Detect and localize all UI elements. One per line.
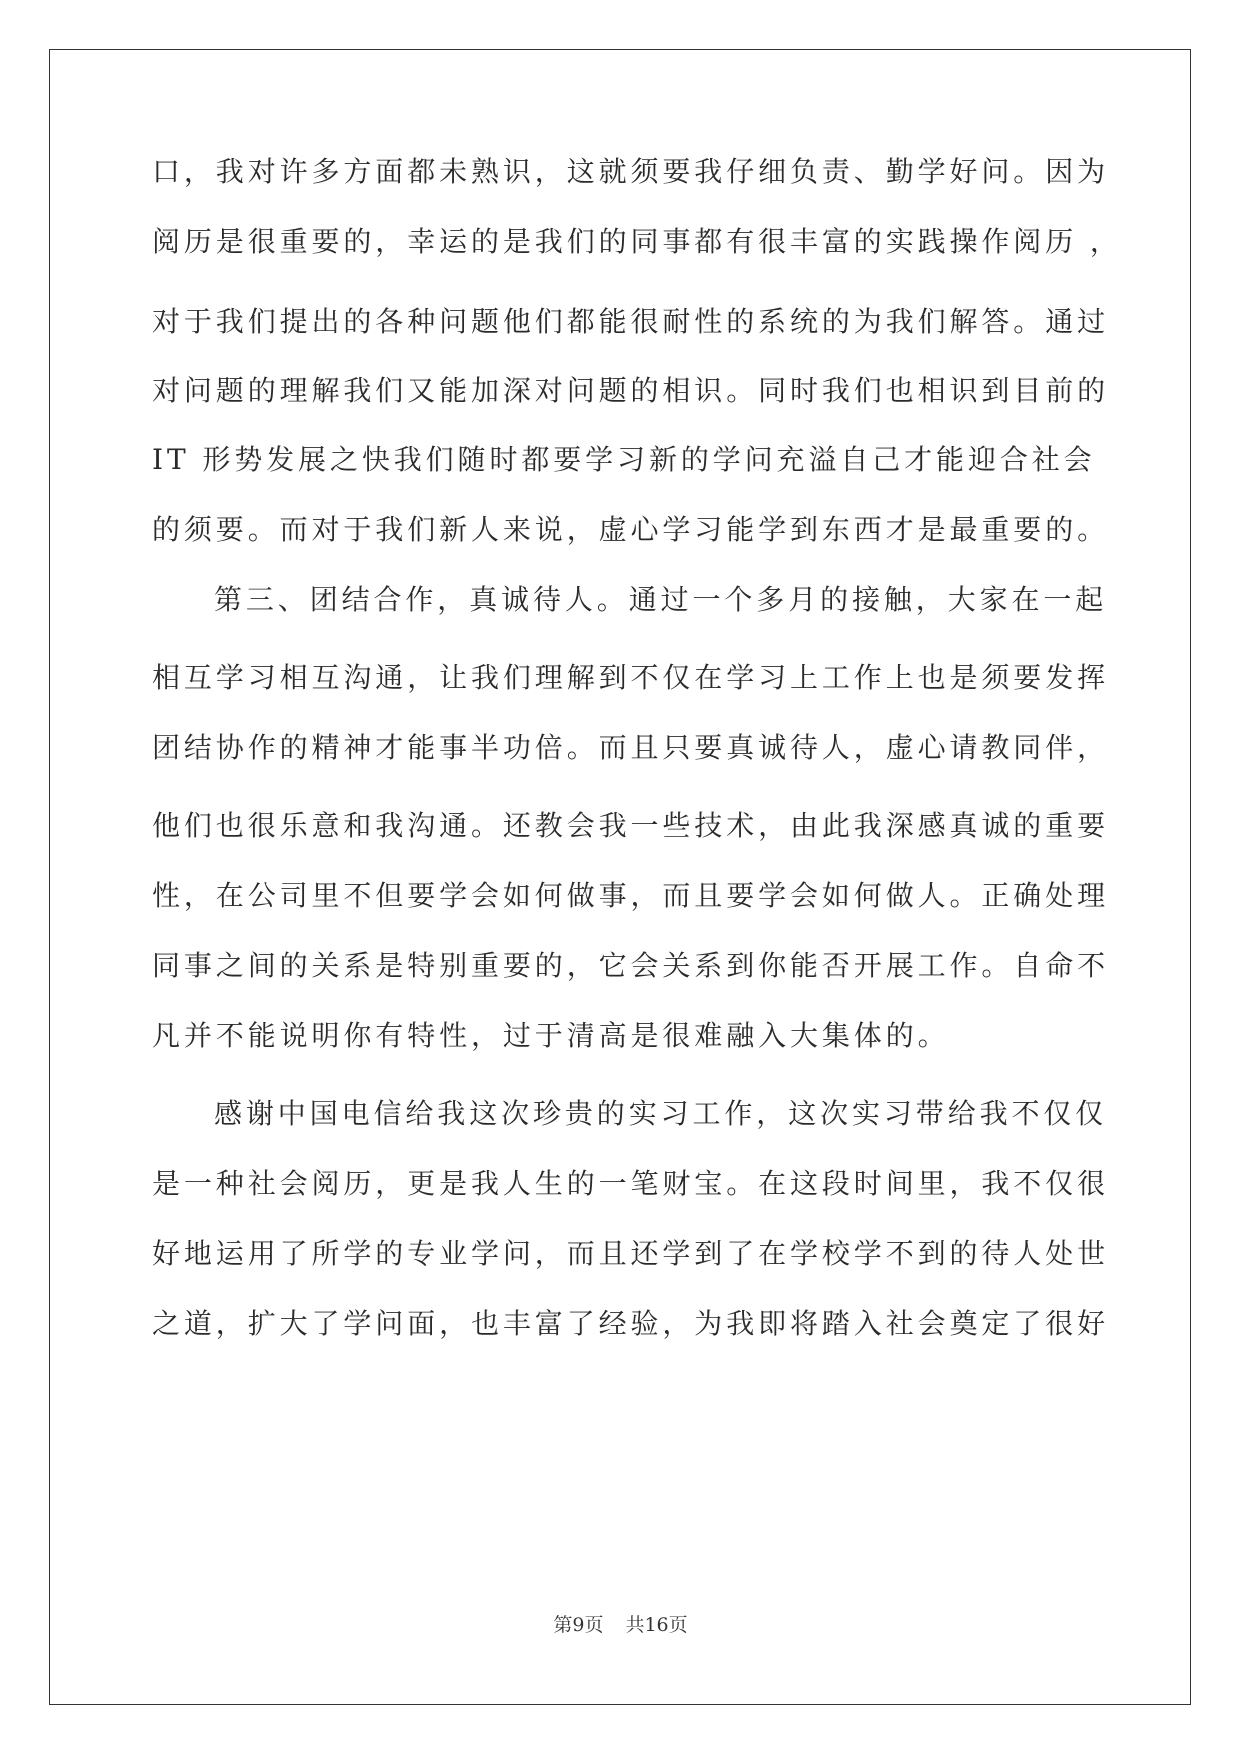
paragraph-line: 第三、团结合作，真诚待人。通过一个多月的接触，大家在一起 <box>214 583 1108 616</box>
paragraph-line: 对于我们提出的各种问题他们都能很耐性的系统的为我们解答。通过 <box>152 305 1110 338</box>
page-total: 共16页 <box>625 1614 688 1636</box>
paragraph-line: 是一种社会阅历，更是我人生的一笔财宝。在这段时间里，我不仅很 <box>152 1167 1110 1200</box>
paragraph-line: 同事之间的关系是特别重要的，它会关系到你能否开展工作。自命不 <box>152 949 1110 982</box>
page-number: 第9页 <box>553 1614 604 1636</box>
paragraph-line: IT 形势发展之快我们随时都要学习新的学问充溢自己才能迎合社会 <box>152 443 1096 476</box>
paragraph-line: 团结协作的精神才能事半功倍。而且只要真诚待人，虚心请教同伴， <box>152 731 1110 764</box>
paragraph-line: 凡并不能说明你有特性，过于清高是很难融入大集体的。 <box>152 1019 950 1052</box>
paragraph-line: 感谢中国电信给我这次珍贵的实习工作，这次实习带给我不仅仅 <box>214 1097 1108 1130</box>
paragraph-line: 相互学习相互沟通，让我们理解到不仅在学习上工作上也是须要发挥 <box>152 661 1110 694</box>
paragraph-line: 性，在公司里不但要学会如何做事，而且要学会如何做人。正确处理 <box>152 879 1110 912</box>
paragraph-line: 口，我对许多方面都未熟识，这就须要我仔细负责、勤学好问。因为 <box>152 155 1110 188</box>
paragraph-line: 他们也很乐意和我沟通。还教会我一些技术，由此我深感真诚的重要 <box>152 809 1110 842</box>
paragraph-line: 之道，扩大了学问面，也丰富了经验，为我即将踏入社会奠定了很好 <box>152 1307 1110 1340</box>
paragraph-line: 好地运用了所学的专业学问，而且还学到了在学校学不到的待人处世 <box>152 1237 1110 1270</box>
paragraph-line: 阅历是很重要的，幸运的是我们的同事都有很丰富的实践操作阅历 ， <box>152 225 1122 258</box>
paragraph-line: 对问题的理解我们又能加深对问题的相识。同时我们也相识到目前的 <box>152 374 1110 407</box>
page-footer <box>0 1610 1241 1637</box>
paragraph-line: 的须要。而对于我们新人来说，虚心学习能学到东西才是最重要的。 <box>152 513 1110 546</box>
